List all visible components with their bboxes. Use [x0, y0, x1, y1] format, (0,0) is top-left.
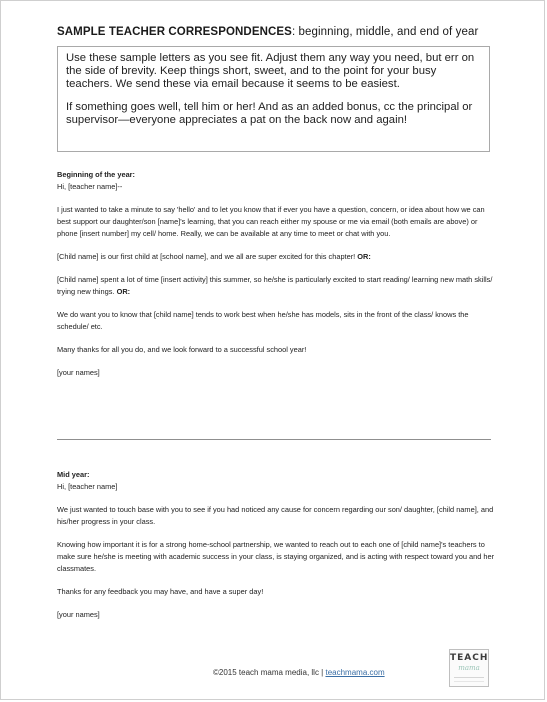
- footer-copyright: ©2015 teach mama media, llc |: [213, 668, 326, 677]
- logo-word-teach: TEACH: [450, 653, 489, 663]
- footer: [213, 668, 385, 677]
- footer-link[interactable]: teachmama.com: [325, 668, 385, 677]
- beginning-paragraph-1: I just wanted to take a minute to say 'hello' and to let you know that if ever you have a question, concern, or idea about how we can best support our daughter/son [name]'s learning, that you can reach either my spouse or me via email (both emails are above) or phone [insert number] my cell/ home. Really, we can be available at any time to meet or chat with you.: [57, 205, 485, 238]
- mid-year-letter: [57, 469, 497, 621]
- beginning-heading: Beginning of the year:: [57, 170, 136, 179]
- mid-paragraph-2: Knowing how important it is for a strong home-school partnership, we wanted to reach out to each one of [child name]'s teachers to make sure he/she is meeting with academic success in your class, is staying organized, and is acting with respect toward you and her classmates.: [57, 540, 495, 573]
- title-subtitle: : beginning, middle, and end of year: [291, 26, 479, 38]
- title-bold: SAMPLE TEACHER CORRESPONDENCES: [57, 26, 292, 38]
- beginning-signature: [your names]: [57, 368, 100, 377]
- mid-signature: [your names]: [57, 610, 100, 619]
- logo-word-mama: mama: [458, 664, 480, 672]
- mid-paragraph-3: Thanks for any feedback you may have, and have a super day!: [57, 587, 264, 596]
- beginning-paragraph-3: [Child name] spent a lot of time [insert activity] this summer, so he/she is particularly excited to start reading/ learning new math skills/ trying new things. OR:: [57, 275, 493, 296]
- teach-mama-logo: [449, 649, 489, 687]
- beginning-paragraph-2: [Child name] is our first child at [school name], and we all are super excited for this chapter! OR:: [57, 252, 371, 261]
- beginning-paragraph-4: We do want you to know that [child name] tends to work best when he/she has models, sits in the front of the class/ knows the schedule/ etc.: [57, 310, 469, 331]
- intro-box: [57, 46, 490, 152]
- intro-paragraph-2: If something goes well, tell him or her! And as an added bonus, cc the principal or supervisor—everyone appreciates a pat on the back now and again!: [66, 100, 473, 126]
- intro-paragraph-1: Use these sample letters as you see fit. Adjust them any way you need, but err on the side of brevity. Keep things short, sweet, and to the point for your busy teachers. We send these via email because it seems to be easiest.: [66, 52, 475, 91]
- section-divider: [57, 439, 491, 440]
- logo-tagline-lines: [454, 677, 484, 682]
- beginning-greeting: Hi, [teacher name]--: [57, 182, 123, 191]
- mid-paragraph-1: We just wanted to touch base with you to see if you had noticed any cause for concern regarding our son/ daughter, [child name], and his/her progress in your class.: [57, 505, 494, 526]
- document-title: [57, 26, 497, 38]
- beginning-paragraph-5: Many thanks for all you do, and we look forward to a successful school year!: [57, 345, 307, 354]
- mid-greeting: Hi, [teacher name]: [57, 482, 118, 491]
- mid-heading: Mid year:: [57, 470, 90, 479]
- beginning-of-year-letter: [57, 169, 497, 379]
